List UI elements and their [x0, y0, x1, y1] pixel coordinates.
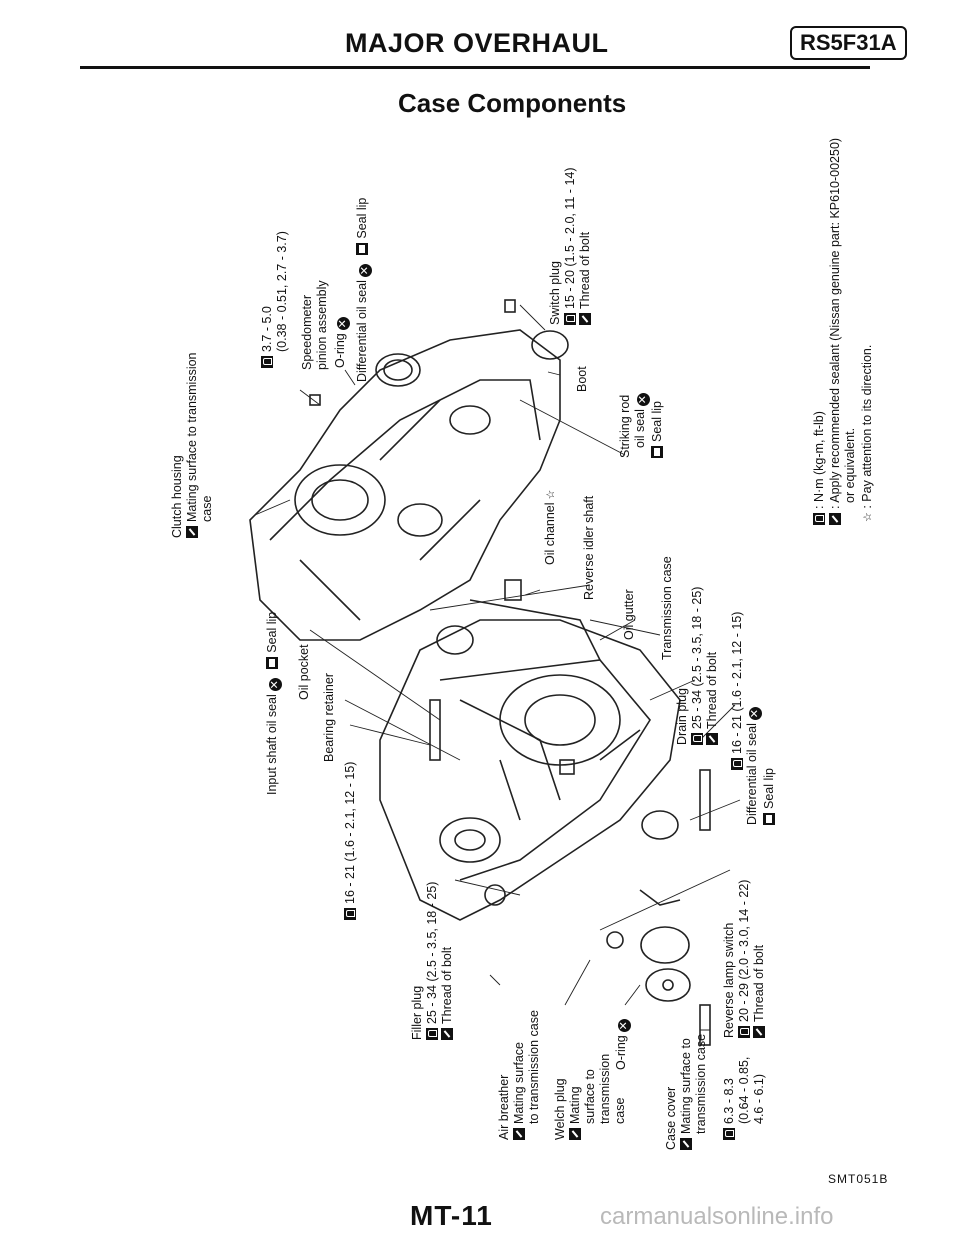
page-number: MT-11: [410, 1200, 493, 1231]
label-case-cover: Case cover Mating surface to transmission case: [664, 1033, 708, 1150]
grease-icon: [651, 446, 663, 458]
transmission-case-outline: [380, 620, 680, 920]
replace-part-icon: ✕: [749, 708, 761, 719]
label-boot: Boot: [575, 366, 589, 392]
watermark: carmanualsonline.info: [600, 1203, 834, 1230]
sealant-icon: [569, 1128, 581, 1140]
label-filler-plug: Filler plug 25 - 34 (2.5 - 3.5, 18 - 25) Thread of bolt: [410, 881, 454, 1040]
label-case-cover-torque: 6.3 - 8.3 (0.64 - 0.85, 4.6 - 6.1): [722, 1057, 767, 1140]
sealant-icon: [680, 1138, 692, 1150]
label-transmission-case: Transmission case: [660, 556, 674, 660]
replace-part-icon: ✕: [269, 680, 281, 690]
sealant-icon: [706, 733, 718, 745]
label-torque-16-21-left: 16 - 21 (1.6 - 2.1, 12 - 15): [343, 762, 358, 920]
label-o-ring-bottom: O-ring✕: [614, 1021, 630, 1070]
clutch-housing-outline: [250, 330, 560, 640]
torque-wrench-icon: [261, 356, 273, 368]
label-o-ring-top: O-ring✕: [333, 319, 349, 368]
torque-wrench-icon: [723, 1128, 735, 1140]
label-welch-plug: Welch plug Mating surface to transmission case: [553, 1053, 627, 1140]
legend-sealant: : Apply recommended sealant (Nissan genuine part: KP610-00250) or equivalent.: [828, 138, 858, 525]
sealant-icon: [753, 1026, 765, 1038]
torque-wrench-icon: [738, 1026, 750, 1038]
grease-icon: [763, 813, 775, 825]
label-differential-oil-seal-bottom: Differential oil seal✕ Seal lip: [745, 708, 776, 825]
page-title: MAJOR OVERHAUL: [345, 28, 609, 58]
label-reverse-lamp-switch: Reverse lamp switch 20 - 29 (2.0 - 3.0, 14 - 22) Thread of bolt: [722, 879, 766, 1038]
replace-part-icon: ✕: [337, 319, 349, 329]
label-drain-plug: Drain plug 25 - 34 (2.5 - 3.5, 18 - 25) Thread of bolt: [675, 586, 719, 745]
label-speedometer-pinion: Speedometer pinion assembly: [300, 280, 329, 370]
figure-code: SMT051B: [828, 1172, 889, 1186]
grease-icon: [356, 243, 368, 255]
label-clutch-housing: Clutch housing Mating surface to transmission case: [170, 352, 214, 538]
label-switch-plug: Switch plug 15 - 20 (1.5 - 2.0, 11 - 14) Thread of bolt: [548, 167, 592, 325]
torque-wrench-icon: [691, 733, 703, 745]
label-bearing-retainer: Bearing retainer: [322, 673, 336, 762]
label-oil-pocket: Oil pocket: [297, 644, 311, 700]
sealant-icon: [513, 1128, 525, 1140]
sealant-icon: [441, 1028, 453, 1040]
label-oil-gutter: Oil gutter: [622, 589, 636, 640]
replace-part-icon: ✕: [637, 394, 649, 405]
replace-part-icon: ✕: [359, 265, 371, 276]
sealant-icon: [579, 313, 591, 325]
label-torque-16-21-right: 16 - 21 (1.6 - 2.1, 12 - 15): [730, 612, 745, 770]
legend-star: ☆ : Pay attention to its direction.: [860, 344, 874, 522]
label-reverse-idler-shaft: Reverse idler shaft: [582, 495, 596, 600]
sealant-icon: [829, 513, 841, 525]
torque-wrench-icon: [731, 758, 743, 770]
replace-part-icon: ✕: [618, 1021, 630, 1031]
label-striking-rod-oil-seal: Striking rod oil seal✕ Seal lip: [618, 394, 664, 458]
grease-icon: [266, 657, 278, 669]
model-code-badge: RS5F31A: [790, 26, 907, 60]
torque-wrench-icon: [344, 908, 356, 920]
label-oil-channel: Oil channel☆: [543, 489, 557, 565]
torque-wrench-icon: [426, 1028, 438, 1040]
label-speedometer-torque: 3.7 - 5.0 (0.38 - 0.51, 2.7 - 3.7): [260, 231, 290, 368]
section-title: Case Components: [398, 88, 627, 118]
direction-star-icon: ☆: [545, 489, 557, 500]
torque-wrench-icon: [813, 513, 825, 525]
torque-wrench-icon: [564, 313, 576, 325]
sealant-icon: [186, 526, 198, 538]
label-differential-oil-seal-top: Differential oil seal✕ Seal lip: [355, 197, 371, 382]
direction-star-icon: ☆: [862, 512, 874, 522]
label-input-shaft-oil-seal: Input shaft oil seal✕ Seal lip: [265, 611, 281, 795]
legend-torque: : N·m (kg-m, ft-lb): [812, 411, 827, 525]
label-air-breather: Air breather Mating surface to transmission case: [497, 1010, 541, 1140]
